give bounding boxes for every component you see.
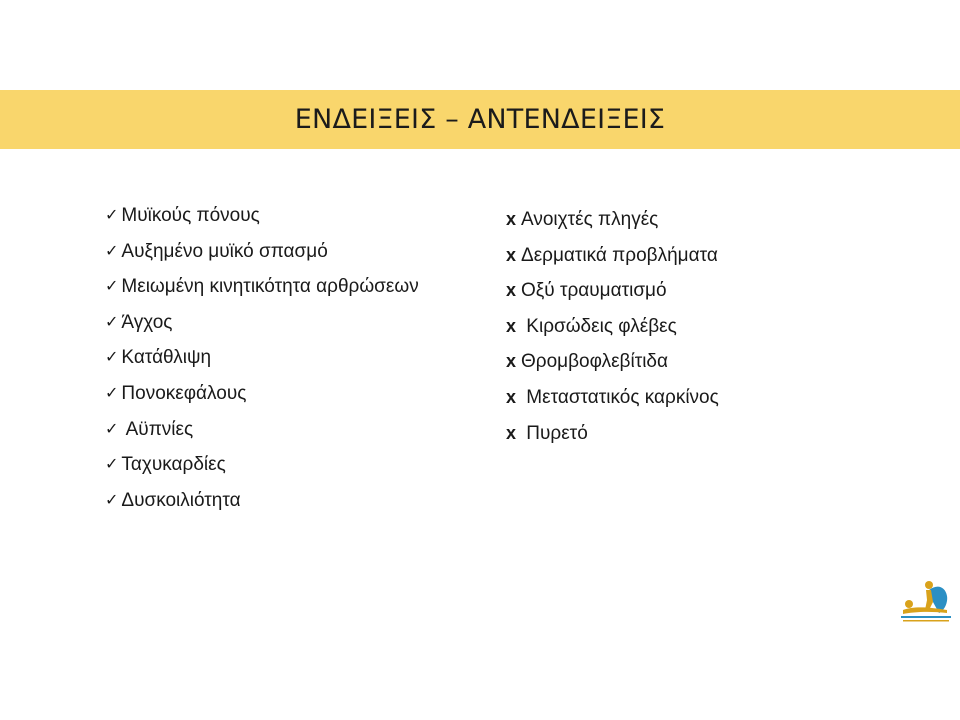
cross-mark-icon: x [506, 244, 517, 265]
contraindication-text: Πυρετό [521, 422, 588, 444]
title-band [0, 90, 960, 149]
contraindication-text: Ανοιχτές πληγές [521, 209, 659, 230]
list-item [105, 416, 419, 452]
list-item [506, 313, 719, 349]
check-icon: ✓ [105, 276, 119, 296]
check-icon: ✓ [105, 205, 119, 224]
list-item [506, 206, 719, 242]
check-icon: ✓ [105, 347, 119, 367]
contraindications-list [506, 206, 719, 455]
check-icon: ✓ [105, 454, 119, 474]
indication-text: Μειωμένη κινητικότητα αρθρώσεων [121, 276, 419, 298]
check-icon: ✓ [105, 240, 119, 260]
contraindication-text: Δερματικά προβλήματα [521, 244, 718, 266]
list-item [506, 277, 719, 313]
contraindication-text: Θρομβοφλεβίτιδα [521, 351, 668, 373]
indication-text: Ταχυκαρδίες [121, 454, 226, 476]
indications-list [105, 202, 419, 522]
slide-title: ΕΝΔΕΙΞΕΙΣ – ΑΝΤΕΝΔΕΙΞΕΙΣ [294, 104, 666, 135]
indication-text: Αϋπνίες [121, 418, 194, 440]
list-item [105, 238, 419, 274]
list-item [105, 309, 419, 345]
contraindication-text: Κιρσώδεις φλέβες [521, 315, 677, 337]
indication-text: Κατάθλιψη [121, 347, 212, 369]
indication-text: Αυξημένο μυϊκό σπασμό [121, 240, 328, 262]
list-item [105, 273, 419, 309]
list-item [506, 420, 719, 456]
indication-text: Δυσκοιλιότητα [121, 489, 241, 511]
indication-text: Πονοκεφάλους [121, 382, 247, 404]
cross-mark-icon: x [506, 280, 517, 301]
list-item [506, 348, 719, 384]
cross-mark-icon: x [506, 209, 517, 229]
cross-mark-icon: x [506, 386, 517, 407]
check-icon: ✓ [105, 382, 119, 402]
check-icon: ✓ [105, 418, 119, 438]
contraindication-text: Οξύ τραυματισμό [521, 280, 667, 302]
list-item [105, 202, 419, 238]
cross-mark-icon: x [506, 315, 517, 336]
list-item [105, 344, 419, 380]
contraindication-text: Μεταστατικός καρκίνος [521, 386, 719, 408]
list-item [506, 242, 719, 278]
list-item [506, 384, 719, 420]
cross-mark-icon: x [506, 422, 517, 443]
massage-logo-icon [899, 580, 953, 622]
list-item [105, 380, 419, 416]
list-item [105, 487, 419, 523]
indication-text: Μυϊκούς πόνους [121, 205, 260, 226]
check-icon: ✓ [105, 489, 119, 509]
indication-text: Άγχος [121, 311, 173, 333]
list-item [105, 451, 419, 487]
cross-mark-icon: x [506, 351, 517, 372]
check-icon: ✓ [105, 311, 119, 331]
